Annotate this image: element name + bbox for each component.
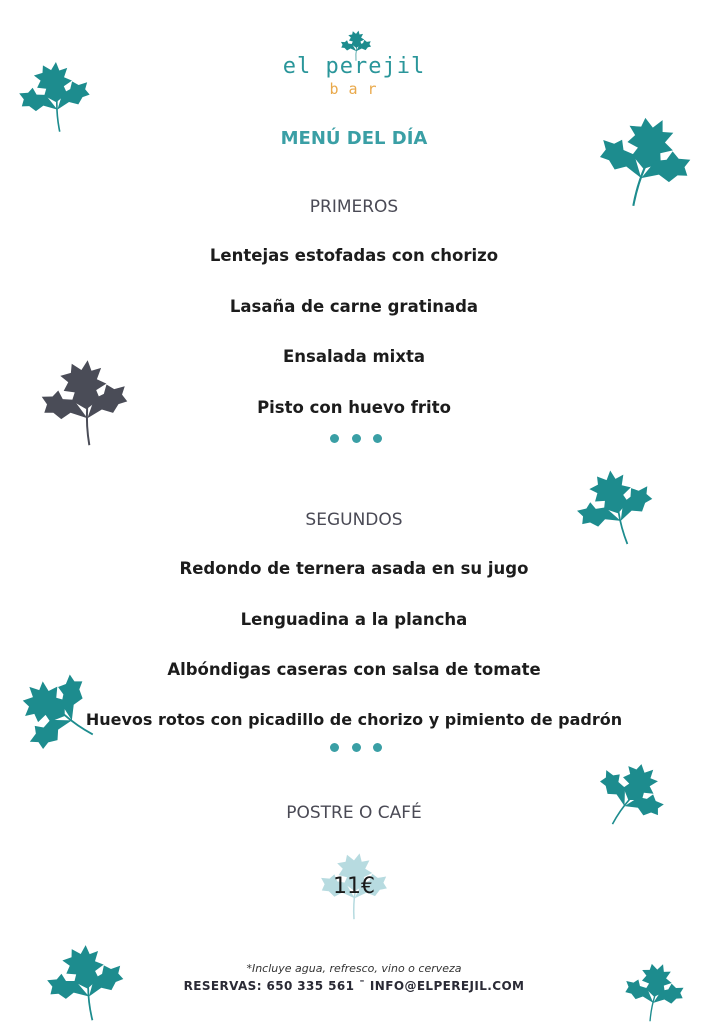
dish-item: Redondo de ternera asada en su jugo xyxy=(179,559,529,578)
section-heading-primeros: PRIMEROS xyxy=(309,197,399,217)
dot xyxy=(330,434,339,443)
dot xyxy=(352,743,361,752)
dish-item: Albóndigas caseras con salsa de tomate xyxy=(167,660,541,679)
parsley-leaf-icon xyxy=(565,456,668,563)
price: 11€ xyxy=(333,874,375,899)
dish-item: Lasaña de carne gratinada xyxy=(229,297,479,316)
section-heading-segundos: SEGUNDOS xyxy=(305,510,403,530)
section-heading-postre: POSTRE O CAFÉ xyxy=(286,803,422,823)
separator-dots xyxy=(330,433,382,443)
dot xyxy=(373,743,382,752)
logo-name: el perejil xyxy=(282,54,426,79)
dot xyxy=(373,434,382,443)
separator-dots xyxy=(330,742,382,752)
dish-item: Huevos rotos con picadillo de chorizo y pimiento de padrón xyxy=(85,710,623,729)
reservations-contact: RESERVAS: 650 335 561 ¯ INFO@ELPEREJIL.COM xyxy=(183,979,525,993)
dish-item: Lenguadina a la plancha xyxy=(240,610,468,629)
page-title: MENÚ DEL DÍA xyxy=(280,128,428,149)
parsley-leaf-icon xyxy=(579,745,680,848)
logo-subtitle: bar xyxy=(329,80,387,98)
dot xyxy=(330,743,339,752)
dot xyxy=(352,434,361,443)
dish-item: Pisto con huevo frito xyxy=(257,398,451,417)
dish-item: Lentejas estofadas con chorizo xyxy=(209,246,499,265)
price-badge xyxy=(319,852,389,924)
footnote: *Incluye agua, refresco, vino o cerveza xyxy=(246,962,462,975)
dish-item: Ensalada mixta xyxy=(283,347,425,366)
